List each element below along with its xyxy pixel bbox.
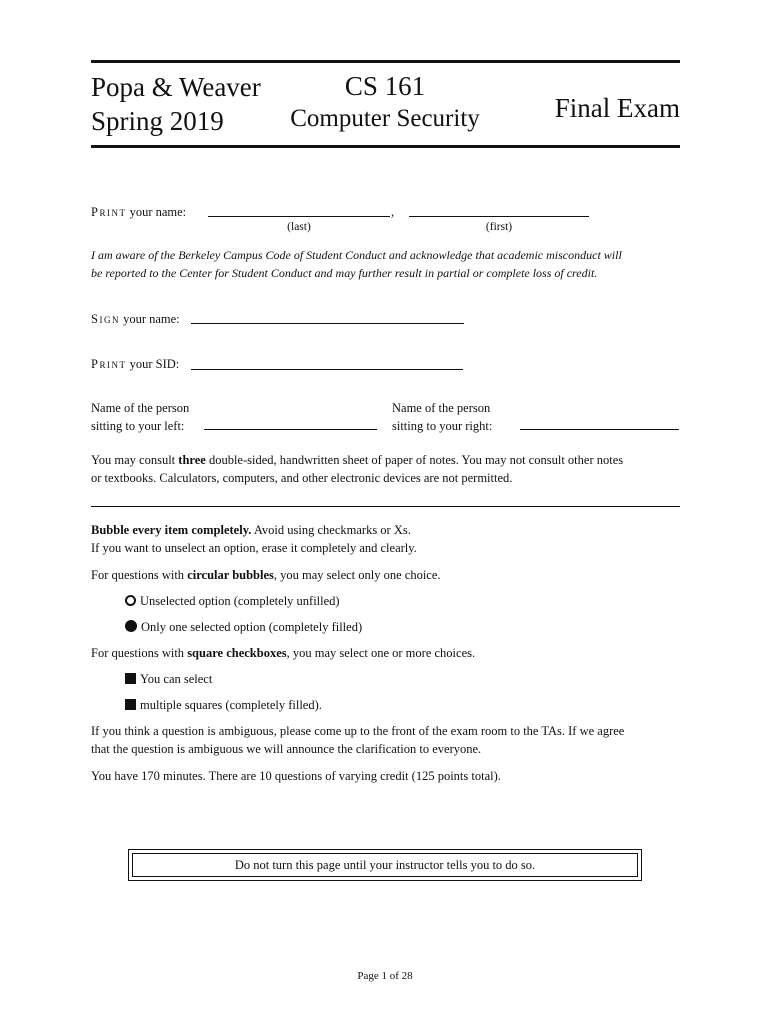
header-course-title: Computer Security [290, 105, 480, 132]
last-name-field[interactable] [208, 216, 390, 217]
first-caption: (first) [485, 221, 513, 233]
first-name-field[interactable] [409, 216, 589, 217]
section-divider [91, 506, 680, 507]
ambiguous-instruction-line1: If you think a question is ambiguous, please come up to the front of the exam room to the TAs. If we agree [91, 724, 625, 738]
right-neighbor-label-1: Name of the person [392, 401, 491, 415]
unselect-instruction: If you want to unselect an option, erase it completely and clearly. [91, 541, 417, 555]
page-number: Page 1 of 28 [357, 970, 413, 982]
ambiguous-instruction-line2: that the question is ambiguous we will announce the clarification to everyone. [91, 742, 482, 756]
conduct-statement-line1: I am aware of the Berkeley Campus Code of Student Conduct and acknowledge that academic misconduct will [91, 248, 622, 262]
notice-box [128, 849, 642, 881]
notice-text: Do not turn this page until your instructor tells you to do so. [132, 853, 638, 877]
time-instruction: You have 170 minutes. There are 10 questions of varying credit (125 points total). [91, 769, 501, 783]
sid-field[interactable] [191, 369, 463, 370]
notes-policy-line1: You may consult three double-sided, handwritten sheet of paper of notes. You may not consult other notes [91, 453, 624, 467]
conduct-statement-line2: be reported to the Center for Student Conduct and may further result in partial or complete loss of credit. [91, 266, 598, 280]
name-comma: , [391, 205, 395, 219]
unselected-option-example: Unselected option (completely unfilled) [125, 592, 340, 610]
empty-bubble-icon [125, 595, 136, 606]
header-top-rule [91, 60, 680, 63]
header-term: Spring 2019 [91, 106, 224, 136]
square-example-1: You can select [125, 670, 212, 688]
filled-bubble-icon [125, 620, 137, 632]
sign-name-label: Sign your name: [91, 312, 180, 326]
left-neighbor-label-2: sitting to your left: [91, 419, 185, 433]
header-bottom-rule [91, 145, 680, 148]
circular-bubbles-instruction: For questions with circular bubbles, you may select only one choice. [91, 568, 441, 582]
filled-square-icon [125, 699, 136, 710]
right-neighbor-field[interactable] [520, 429, 679, 430]
square-checkbox-instruction: For questions with square checkboxes, you may select one or more choices. [91, 646, 476, 660]
filled-square-icon [125, 673, 136, 684]
header-course: CS 161 [344, 71, 426, 101]
print-name-label: Print your name: [91, 205, 187, 219]
print-sid-label: Print your SID: [91, 357, 180, 371]
right-neighbor-label-2: sitting to your right: [392, 419, 493, 433]
left-neighbor-label-1: Name of the person [91, 401, 190, 415]
last-caption: (last) [287, 221, 311, 233]
square-example-2: multiple squares (completely filled). [125, 696, 322, 714]
signature-field[interactable] [191, 323, 464, 324]
bubble-instruction: Bubble every item completely. Avoid using checkmarks or Xs. [91, 523, 411, 537]
header-exam-title: Final Exam [554, 93, 680, 123]
left-neighbor-field[interactable] [204, 429, 377, 430]
notes-policy-line2: or textbooks. Calculators, computers, and other electronic devices are not permitted. [91, 471, 513, 485]
header-authors: Popa & Weaver [91, 72, 261, 102]
selected-option-example: Only one selected option (completely filled) [125, 618, 362, 636]
